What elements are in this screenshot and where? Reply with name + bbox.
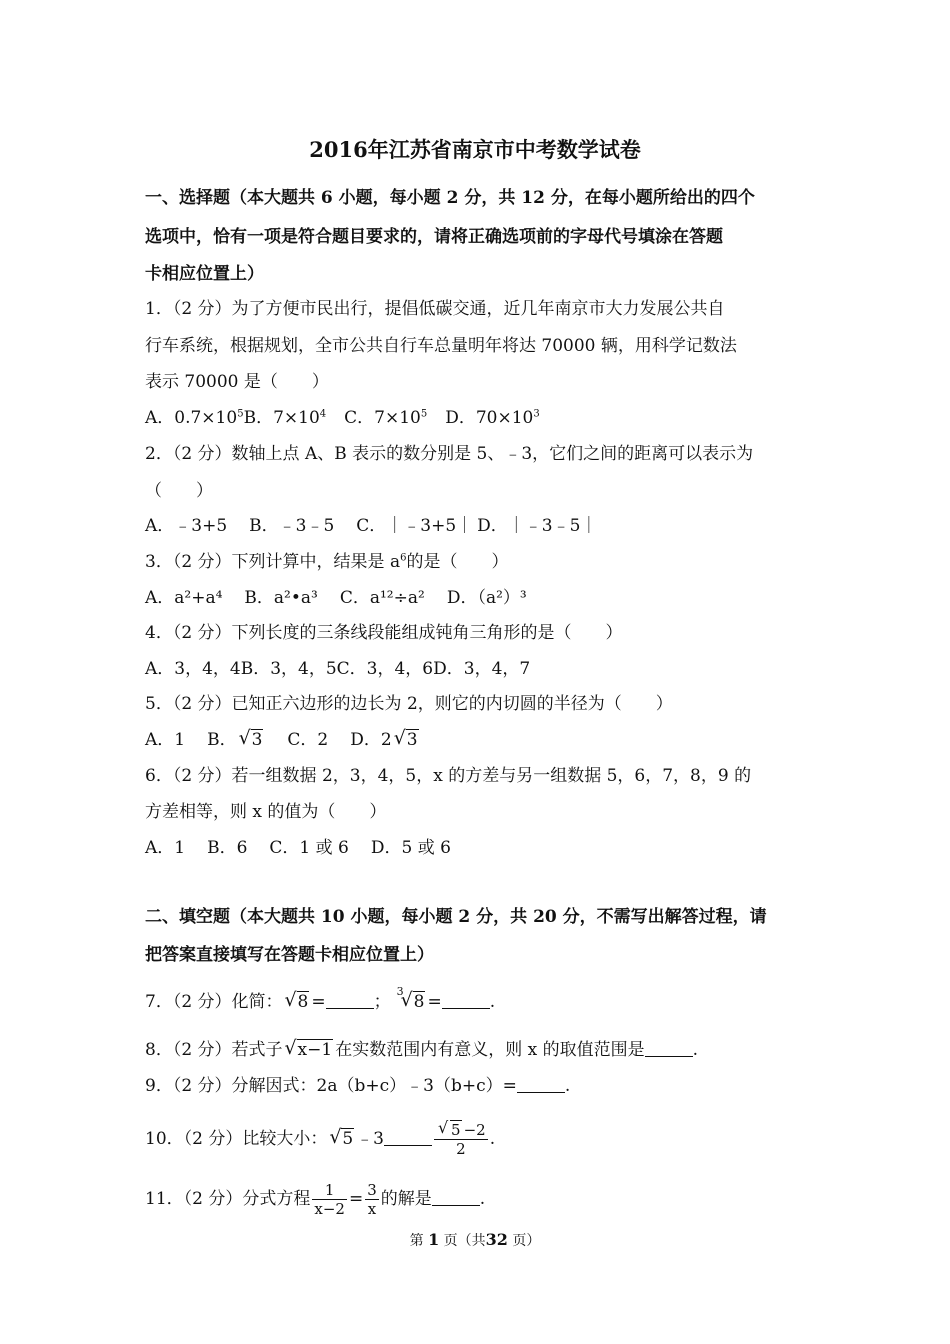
answer-blank <box>517 1076 565 1093</box>
q2-option-b: B．﹣3﹣5 <box>249 516 335 536</box>
section2-heading-line2: 把答案直接填写在答题卡相应位置上） <box>145 945 434 965</box>
q1-option-c: C．$7\times 10^5$ <box>344 408 428 428</box>
q2-option-c: C．｜﹣3+5｜ <box>356 516 474 536</box>
q11-line: 11．（2 分）分式方程 $\frac{1}{x-2}$ = $\frac{3}{x}$ 的解是 . <box>145 1181 486 1218</box>
q6-line1: 6．（2 分）若一组数据 2，3，4，5，x 的方差与另一组数据 5，6，7，8，9 的 <box>145 766 752 786</box>
q1-line2: 行车系统，根据规划，全市公共自行车总量明年将达 70000 辆，用科学记数法 <box>145 336 737 356</box>
q1-line3: 表示 70000 是（ ） <box>145 372 329 392</box>
q10-line: 10．（2 分）比较大小： √ 5 ﹣3 √ 5 −2 2 . <box>145 1118 496 1158</box>
q2-option-a: A．﹣3+5 <box>145 516 228 536</box>
page-title: 2016年江苏省南京市中考数学试卷 <box>309 137 641 162</box>
q3-line1: 3．（2 分）下列计算中，结果是 $a^6$的是（ ） <box>145 552 509 572</box>
q9-line: 9．（2 分）分解因式：2a（b+c）﹣3（b+c）= . <box>145 1076 571 1096</box>
q6-option-b: B．6 <box>207 838 248 858</box>
q8-line: 8．（2 分）若式子 √ x−1 在实数范围内有意义，则 x 的取值范围是 . <box>145 1037 699 1060</box>
q6-option-d: D．5 或 6 <box>370 838 451 858</box>
q1-option-d: D．$70\times 10^3$ <box>445 408 540 428</box>
sqrt-icon: √ 3 <box>238 727 263 750</box>
sqrt-icon: √ 5 <box>329 1126 354 1149</box>
q1-line1: 1．（2 分）为了方便市民出行，提倡低碳交通，近几年南京市大力发展公共自 <box>145 299 725 319</box>
q6-option-a: A．1 <box>145 838 186 858</box>
q3-option-d: D．（a²）³ <box>446 588 527 608</box>
section2-heading-line1: 二、填空题（本大题共 10 小题，每小题 2 分，共 20 分，不需写出解答过程，请 <box>145 907 767 927</box>
q1-option-a: A．$0.7\times 10^5$ <box>145 408 244 428</box>
section1-heading-line1: 一、选择题（本大题共 6 小题，每小题 2 分，共 12 分，在每小题所给出的四个 <box>145 188 755 208</box>
fraction: $\frac{3}{x}$ <box>367 1181 377 1218</box>
q2-option-d: D．｜﹣3﹣5｜ <box>477 516 598 536</box>
section1-heading-line3: 卡相应位置上） <box>145 264 264 284</box>
q5-line1: 5．（2 分）已知正六边形的边长为 2，则它的内切圆的半径为（ ） <box>145 694 673 714</box>
answer-blank <box>645 1040 693 1057</box>
q2-line2: （ ） <box>145 481 213 501</box>
q1-options <box>145 406 540 430</box>
q6-options <box>145 836 451 860</box>
q5-option-a: A．1 <box>145 730 186 750</box>
sqrt-icon: √ 8 <box>284 989 309 1012</box>
answer-blank <box>326 992 374 1009</box>
page-total: 32 <box>485 1230 508 1249</box>
q4-options: A．3，4，4B．3，4，5C．3，4，6D．3，4，7 <box>145 659 531 679</box>
q5-option-d: D．2 √ 3 <box>350 727 418 750</box>
q5-option-b: B． √ 3 <box>207 727 263 750</box>
fraction: √ 5 −2 2 <box>434 1121 488 1158</box>
q5-option-c: C．2 <box>287 730 329 750</box>
q7-line: 7．（2 分）化简： √ 8 = ； 3 √ 8 = . <box>145 985 496 1012</box>
sqrt-icon: √ x−1 <box>284 1037 333 1060</box>
q5-options <box>145 728 421 752</box>
q4-line1: 4．（2 分）下列长度的三条线段能组成钝角三角形的是（ ） <box>145 623 623 643</box>
q3-option-a: A．a²+a⁴ <box>145 588 223 608</box>
q3-option-c: C．a¹²÷a² <box>339 588 425 608</box>
q3-option-b: B．a²•a³ <box>244 588 318 608</box>
fraction: $\frac{1}{x-2}$ <box>314 1181 345 1218</box>
answer-blank <box>432 1189 480 1206</box>
sqrt-icon: √ 3 <box>393 727 418 750</box>
section1-heading-line2: 选项中，恰有一项是符合题目要求的，请将正确选项前的字母代号填涂在答题 <box>145 227 723 247</box>
page-number: 1 <box>428 1230 440 1249</box>
q2-options <box>145 514 597 538</box>
q3-options <box>145 586 527 610</box>
q6-line2: 方差相等，则 x 的值为（ ） <box>145 802 387 822</box>
page-footer: 第 1 页（共32 页） <box>409 1230 541 1249</box>
cube-root-icon: 3 √ 8 <box>396 985 425 1012</box>
q6-option-c: C．1 或 6 <box>269 838 349 858</box>
answer-blank <box>442 992 490 1009</box>
q2-line1: 2．（2 分）数轴上点 A、B 表示的数分别是 5、﹣3，它们之间的距离可以表示为 <box>145 444 754 464</box>
answer-blank <box>384 1129 432 1146</box>
sqrt-icon: √ 5 <box>438 1118 461 1139</box>
q1-option-b: B．$7\times 10^4$ <box>243 408 327 428</box>
